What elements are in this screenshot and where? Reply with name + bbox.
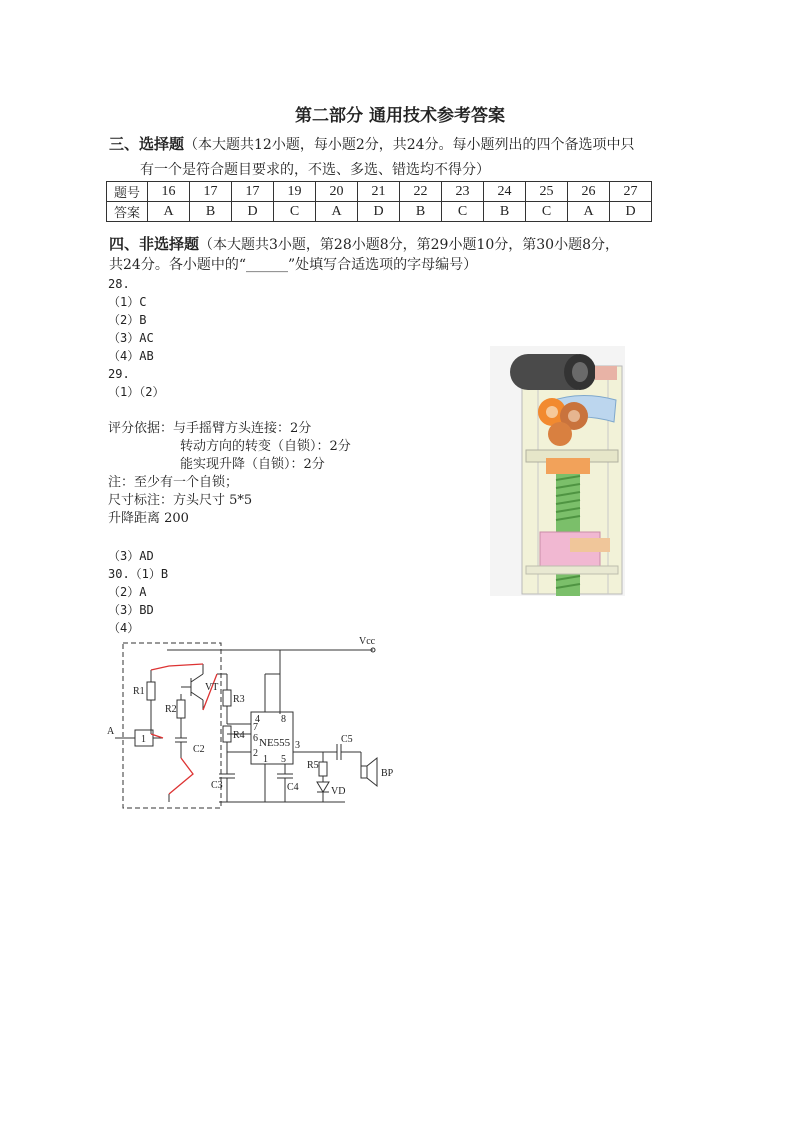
mechanism-render bbox=[490, 346, 625, 596]
pin3-label: 3 bbox=[295, 740, 300, 751]
grading-line-2: 转动方向的转变（自锁）：2分 bbox=[180, 439, 351, 454]
vt-label: VT bbox=[205, 682, 219, 693]
pin2-label: 2 bbox=[253, 748, 258, 759]
row-label-num: 题号 bbox=[107, 182, 148, 202]
c4-label: C4 bbox=[287, 782, 299, 793]
table-row-numbers bbox=[107, 182, 652, 202]
q30-answer-3: （3）BD bbox=[108, 603, 154, 617]
table-cell: B bbox=[400, 202, 442, 222]
dimension-line-1: 尺寸标注：方头尺寸 5*5 bbox=[108, 493, 253, 508]
table-cell: D bbox=[232, 202, 274, 222]
table-cell: D bbox=[610, 202, 652, 222]
vd-label: VD bbox=[331, 786, 346, 797]
r1-label: R1 bbox=[133, 686, 145, 697]
table-row-answers bbox=[107, 202, 652, 222]
table-cell: A bbox=[316, 202, 358, 222]
pin1-label: 1 bbox=[263, 754, 268, 765]
q29-answer-3: （3）AD bbox=[108, 549, 154, 563]
table-cell: C bbox=[526, 202, 568, 222]
input-a-label: A bbox=[107, 726, 115, 737]
table-cell: 26 bbox=[568, 182, 610, 202]
table-cell: 16 bbox=[148, 182, 190, 202]
table-cell: B bbox=[190, 202, 232, 222]
vcc-label: Vcc bbox=[359, 636, 376, 647]
pin5-label: 5 bbox=[281, 754, 286, 765]
r4-label: R4 bbox=[233, 730, 245, 741]
r2-label: R2 bbox=[165, 704, 177, 715]
c3-label: C3 bbox=[211, 780, 223, 791]
q28-answer-4: （4）AB bbox=[108, 349, 154, 363]
q28-answer-3: （3）AC bbox=[108, 331, 154, 345]
table-cell: 17 bbox=[190, 182, 232, 202]
dashed-box bbox=[123, 643, 221, 808]
note-line: 注：至少有一个自锁； bbox=[108, 475, 239, 490]
q28-number: 28. bbox=[108, 277, 130, 291]
speaker-icon bbox=[367, 758, 377, 786]
table-cell: 22 bbox=[400, 182, 442, 202]
table-cell: B bbox=[484, 202, 526, 222]
q28-answer-2: （2）B bbox=[108, 313, 147, 327]
pin6-label: 6 bbox=[253, 733, 258, 744]
r3-label: R3 bbox=[233, 694, 245, 705]
r5-label: R5 bbox=[307, 760, 319, 771]
circuit-diagram bbox=[105, 634, 405, 814]
resistor-r3 bbox=[223, 690, 231, 706]
q29-answer-1-2: （1）（2） bbox=[108, 385, 165, 399]
table-cell: 25 bbox=[526, 182, 568, 202]
row-label-ans: 答案 bbox=[107, 202, 148, 222]
q28-answer-1: （1）C bbox=[108, 295, 147, 309]
dimension-line-2: 升降距离 200 bbox=[108, 511, 189, 526]
led-vd bbox=[317, 782, 329, 792]
gate-label: 1 bbox=[141, 734, 146, 745]
section3-desc-1: （本大题共12小题，每小题2分，共24分。每小题列出的四个备选项中只 bbox=[184, 137, 635, 153]
grading-line-1: 评分依据：与手摇臂方头连接：2分 bbox=[108, 421, 312, 436]
q30-answer-4: （4） bbox=[108, 621, 140, 635]
table-cell: 20 bbox=[316, 182, 358, 202]
page-title: 第二部分 通用技术参考答案 bbox=[295, 106, 505, 126]
table-cell: 19 bbox=[274, 182, 316, 202]
table-cell: D bbox=[358, 202, 400, 222]
section3-heading: 三、选择题 bbox=[109, 135, 185, 153]
section4-heading: 四、非选择题 bbox=[109, 235, 200, 253]
ic-label: NE555 bbox=[259, 737, 291, 749]
section4-heading-line bbox=[109, 234, 619, 255]
pin7-label: 7 bbox=[253, 722, 258, 733]
c5-label: C5 bbox=[341, 734, 353, 745]
bp-label: BP bbox=[381, 768, 394, 779]
q29-number: 29. bbox=[108, 367, 130, 381]
pin8-label: 8 bbox=[281, 714, 286, 725]
section3-heading-line bbox=[109, 134, 635, 155]
q30-answer-2: （2）A bbox=[108, 585, 147, 599]
grading-line-3: 能实现升降（自锁）：2分 bbox=[180, 457, 325, 472]
section3-desc-2: 有一个是符合题目要求的，不选、多选、错选均不得分） bbox=[140, 162, 490, 178]
pin4-label: 4 bbox=[255, 714, 260, 725]
table-cell: C bbox=[274, 202, 316, 222]
table-cell: 24 bbox=[484, 182, 526, 202]
table-cell: A bbox=[148, 202, 190, 222]
c2-label: C2 bbox=[193, 744, 205, 755]
table-cell: 17 bbox=[232, 182, 274, 202]
answer-table bbox=[106, 181, 652, 222]
table-cell: A bbox=[568, 202, 610, 222]
section4-desc-1: （本大题共3小题，第28小题8分，第29小题10分，第30小题8分， bbox=[199, 237, 619, 253]
table-cell: 27 bbox=[610, 182, 652, 202]
q30-answer-1: 30.（1）B bbox=[108, 567, 169, 581]
section4-desc-2: 共24分。各小题中的“______”处填写合适选项的字母编号） bbox=[109, 257, 478, 273]
resistor-r5 bbox=[319, 762, 327, 776]
table-cell: C bbox=[442, 202, 484, 222]
table-cell: 23 bbox=[442, 182, 484, 202]
table-cell: 21 bbox=[358, 182, 400, 202]
